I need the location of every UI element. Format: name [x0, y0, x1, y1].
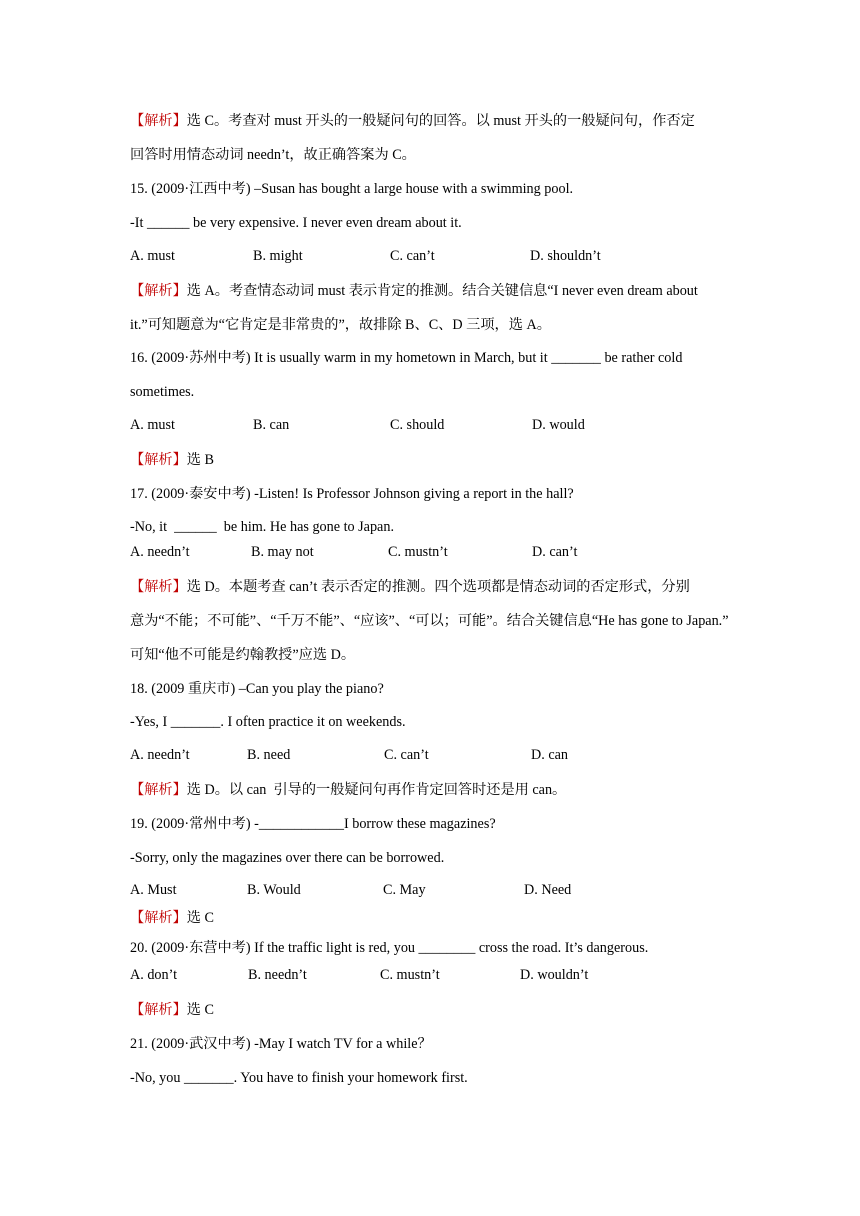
- q19-analysis: 【解析】选 C: [130, 910, 214, 926]
- analysis-tag: 【解析】: [130, 1002, 187, 1018]
- q15-analysis-line-1: 【解析】选 A。考查情态动词 must 表示肯定的推测。结合关键信息“I never even dream about: [130, 283, 698, 299]
- q16-option-d: D. would: [532, 417, 585, 433]
- q18-option-a: A. needn’t: [130, 747, 190, 763]
- q20-analysis: 【解析】选 C: [130, 1002, 214, 1018]
- q14-analysis-line-2: 回答时用情态动词 needn’t，故正确答案为 C。: [130, 147, 416, 163]
- q18-stem: 18. (2009 重庆市) –Can you play the piano?: [130, 681, 384, 697]
- q17-option-c: C. mustn’t: [388, 544, 448, 560]
- q15-analysis-line-2: it.”可知题意为“它肯定是非常贵的”，故排除 B、C、D 三项，选 A。: [130, 317, 551, 333]
- q16-analysis: 【解析】选 B: [130, 452, 214, 468]
- analysis-tag: 【解析】: [130, 113, 187, 129]
- q18-option-b: B. need: [247, 747, 291, 763]
- analysis-tag: 【解析】: [130, 910, 187, 926]
- q16-line-2: sometimes.: [130, 384, 195, 400]
- q16-option-c: C. should: [390, 417, 445, 433]
- q15-option-b: B. might: [253, 248, 303, 264]
- q16-stem: 16. (2009·苏州中考) It is usually warm in my hometown in March, but it _______ be rather cold: [130, 350, 683, 366]
- q17-analysis-line-2: 意为“不能；不可能”、“千万不能”、“应该”、“可以；可能”。结合关键信息“He has gone to Japan.”: [130, 613, 729, 629]
- q19-stem: 19. (2009·常州中考) -____________I borrow these magazines?: [130, 816, 496, 832]
- q19-option-d: D. Need: [524, 882, 572, 898]
- q20-option-a: A. don’t: [130, 967, 178, 983]
- q19-option-b: B. Would: [247, 882, 301, 898]
- q17-option-d: D. can’t: [532, 544, 578, 560]
- q18-line-2: -Yes, I _______. I often practice it on weekends.: [130, 714, 406, 730]
- q17-line-2: -No, it ______ be him. He has gone to Japan.: [130, 519, 394, 535]
- analysis-tag: 【解析】: [130, 579, 187, 595]
- q20-option-c: C. mustn’t: [380, 967, 440, 983]
- q17-stem: 17. (2009·泰安中考) -Listen! Is Professor Johnson giving a report in the hall?: [130, 486, 574, 502]
- q21-line-2: -No, you _______. You have to finish your homework first.: [130, 1070, 468, 1086]
- q20-stem: 20. (2009·东营中考) If the traffic light is red, you ________ cross the road. It’s dangerous.: [130, 940, 649, 956]
- q19-line-2: -Sorry, only the magazines over there can be borrowed.: [130, 850, 445, 866]
- q15-option-a: A. must: [130, 248, 175, 264]
- q15-line-2: -It ______ be very expensive. I never even dream about it.: [130, 215, 462, 231]
- analysis-tag: 【解析】: [130, 283, 187, 299]
- q15-option-d: D. shouldn’t: [530, 248, 601, 264]
- q21-stem: 21. (2009·武汉中考) -May I watch TV for a while？: [130, 1036, 432, 1052]
- q17-analysis-line-3: 可知“他不可能是约翰教授”应选 D。: [130, 647, 356, 663]
- q20-option-d: D. wouldn’t: [520, 967, 589, 983]
- q18-option-c: C. can’t: [384, 747, 429, 763]
- analysis-tag: 【解析】: [130, 452, 187, 468]
- q17-analysis-line-1: 【解析】选 D。本题考查 can’t 表示否定的推测。四个选项都是情态动词的否定形式，分别: [130, 579, 690, 595]
- q20-option-b: B. needn’t: [248, 967, 307, 983]
- q18-analysis: 【解析】选 D。以 can 引导的一般疑问句再作肯定回答时还是用 can。: [130, 782, 567, 798]
- q17-option-a: A. needn’t: [130, 544, 190, 560]
- q15-stem: 15. (2009·江西中考) –Susan has bought a large house with a swimming pool.: [130, 181, 574, 197]
- q16-option-a: A. must: [130, 417, 175, 433]
- q17-option-b: B. may not: [251, 544, 314, 560]
- q14-analysis-line-1: 【解析】选 C。考查对 must 开头的一般疑问句的回答。以 must 开头的一般疑问句，作否定: [130, 113, 695, 129]
- q18-option-d: D. can: [531, 747, 569, 763]
- q19-option-a: A. Must: [130, 882, 177, 898]
- q19-option-c: C. May: [383, 882, 426, 898]
- analysis-tag: 【解析】: [130, 782, 187, 798]
- q16-option-b: B. can: [253, 417, 290, 433]
- q15-option-c: C. can’t: [390, 248, 435, 264]
